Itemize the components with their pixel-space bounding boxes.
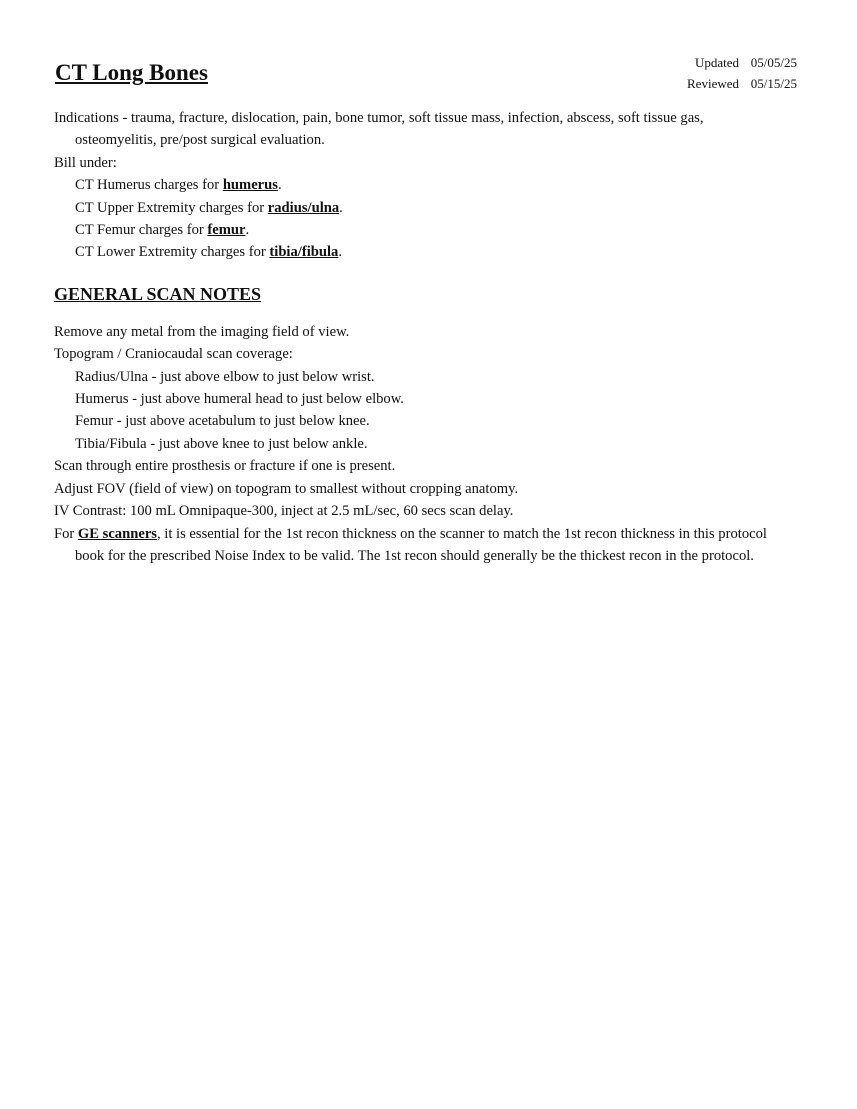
coverage-item: Humerus - just above humeral head to just below elbow. — [75, 391, 404, 408]
reviewed-label: Reviewed — [687, 76, 739, 91]
prosthesis-note: Scan through entire prosthesis or fracture if one is present. — [54, 458, 396, 475]
billing-item — [54, 219, 784, 241]
indications: Indications - trauma, fracture, dislocation, pain, bone tumor, soft tissue mass, infection, abscess, soft tissue gas, osteomyelitis, pre/post surgical evaluation. — [54, 110, 704, 149]
billing-item — [54, 197, 784, 219]
billing-item — [54, 241, 784, 263]
reviewed-date: 05/15/25 — [750, 76, 797, 91]
ge-note-prefix: For — [54, 525, 78, 542]
section-heading-scan-notes: GENERAL SCAN NOTES — [54, 283, 262, 304]
billing-punct: . — [338, 244, 342, 261]
ge-scanner-note — [54, 523, 784, 568]
billing-text: CT Humerus charges for — [75, 177, 223, 194]
page-title: CT Long Bones — [55, 60, 208, 85]
billing-punct: . — [339, 199, 343, 216]
coverage-heading: Topogram / Craniocaudal scan coverage: — [54, 346, 293, 363]
billing-term: tibia/fibula — [269, 244, 339, 261]
billing-term: humerus — [222, 177, 278, 194]
ge-scanners-term: GE scanners — [77, 525, 157, 542]
contrast-note: IV Contrast: 100 mL Omnipaque-300, inject at 2.5 mL/sec, 60 secs scan delay. — [54, 503, 514, 520]
updated-label: Updated — [694, 55, 739, 70]
reviewed-row — [687, 73, 797, 94]
billing-punct: . — [277, 177, 282, 194]
billing-text: CT Upper Extremity charges for — [75, 199, 268, 216]
document-body — [54, 107, 784, 567]
updated-row — [687, 52, 797, 73]
revision-dates — [687, 52, 797, 94]
coverage-item: Femur - just above acetabulum to just below knee. — [75, 413, 370, 430]
coverage-item: Radius/Ulna - just above elbow to just below wrist. — [75, 368, 375, 385]
billing-text: CT Lower Extremity charges for — [75, 244, 270, 261]
billing-text: CT Femur charges for — [75, 222, 208, 239]
ge-note-text: , it is essential for the 1st recon thickness on the scanner to match the 1st recon thickness in this protocol book for the prescribed Noise Index to be valid. The 1st recon should generally be the thickest recon in the protocol. — [75, 525, 767, 564]
billing-item — [54, 174, 784, 196]
remove-metal-note: Remove any metal from the imaging field of view. — [54, 323, 350, 340]
fov-note: Adjust FOV (field of view) on topogram to smallest without cropping anatomy. — [54, 480, 519, 497]
billing-punct: . — [245, 222, 250, 239]
updated-date: 05/05/25 — [750, 55, 797, 70]
billing-term: radius/ulna — [267, 199, 340, 216]
billing-term: femur — [207, 222, 246, 239]
bill-under-label: Bill under: — [54, 154, 117, 171]
coverage-item: Tibia/Fibula - just above knee to just below ankle. — [75, 435, 368, 452]
